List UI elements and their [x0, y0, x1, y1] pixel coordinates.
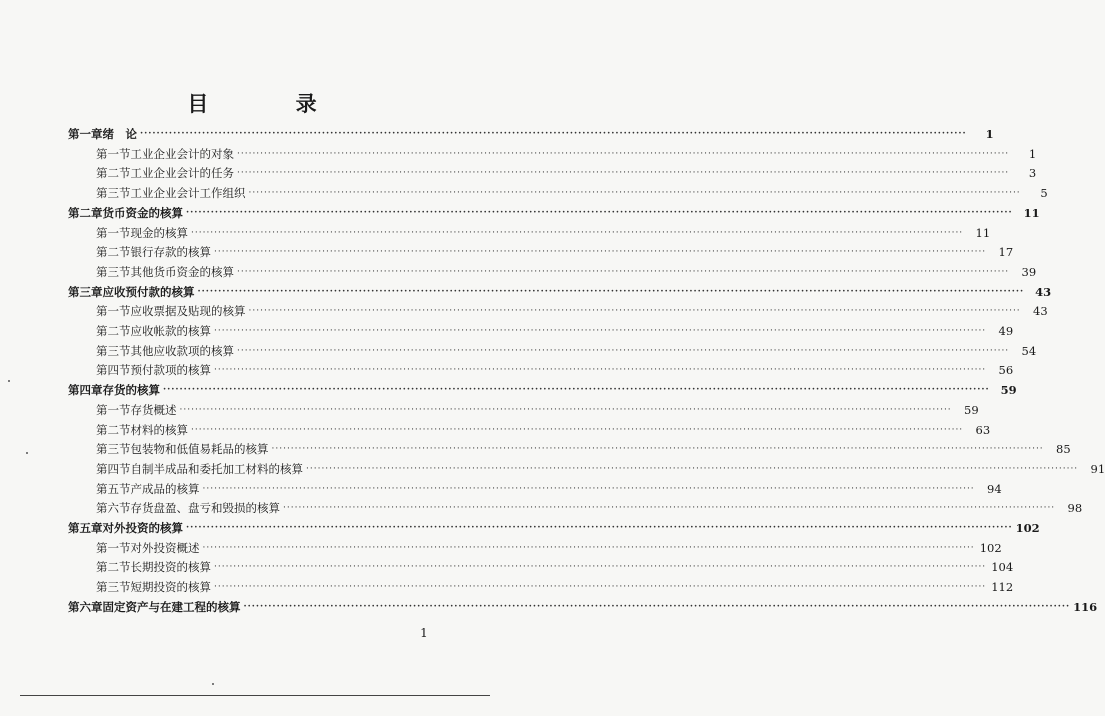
- toc-entry-number: 第三节: [96, 442, 131, 457]
- toc-section-row: [96, 242, 1014, 262]
- leader-dots: ········································································································································································································: [202, 483, 975, 494]
- toc-entry-title: 存货的核算: [102, 383, 160, 398]
- toc-entry-page: 11: [975, 225, 991, 240]
- toc-entry-number: 第二节: [96, 324, 131, 338]
- toc-entry-page: 43: [1035, 284, 1052, 299]
- toc-entry-number: 第六章: [68, 599, 103, 614]
- toc-entry-title: 应收预付款的核算: [102, 284, 195, 299]
- leader-dots: ········································································································································································································: [191, 227, 964, 238]
- scan-speck: [26, 452, 28, 454]
- toc-entry-number: 第三节: [96, 186, 131, 201]
- toc-entry-number: 第一节: [96, 304, 131, 319]
- leader-dots: ········································································································································································································: [243, 601, 1071, 612]
- toc-section-row: [96, 223, 991, 243]
- toc-entry-page: 112: [991, 580, 1014, 595]
- toc-entry-title: 工业企业会计工作组织: [130, 186, 246, 201]
- toc-section-row: [96, 439, 1071, 459]
- toc-entry-title: 包装物和低值易耗品的核算: [130, 442, 269, 457]
- toc-entry-title: 工业企业会计的任务: [130, 166, 234, 181]
- toc-entry-number: 第二节: [96, 245, 131, 260]
- toc-section-row: [96, 459, 1105, 479]
- leader-dots: ········································································································································································································: [214, 247, 987, 258]
- toc-section-row: [96, 360, 1014, 380]
- toc-entry-page: 98: [1067, 501, 1083, 516]
- toc-entry-number: 第三节: [96, 580, 131, 595]
- toc-chapter-row: [68, 380, 1017, 400]
- toc-entry-number: 第一节: [96, 146, 131, 161]
- toc-entry-page: 102: [1015, 521, 1040, 535]
- page-number: 1: [420, 626, 428, 640]
- toc-entry-page: 59: [1000, 383, 1017, 398]
- toc-section-row: [96, 400, 979, 420]
- page-title: 目 录: [187, 91, 357, 116]
- toc-section-row: [96, 479, 1002, 499]
- toc-entry-page: 39: [1021, 264, 1037, 279]
- toc-entry-number: 第一章: [68, 127, 103, 141]
- toc-section-row: [96, 262, 1037, 282]
- toc-entry-page: 43: [1033, 304, 1048, 319]
- toc-entry-number: 第五节: [96, 481, 131, 496]
- toc-section-row: [96, 538, 1002, 558]
- toc-entry-page: 5: [1040, 186, 1048, 201]
- toc-entry-page: 54: [1021, 343, 1037, 358]
- toc-entry-number: 第一节: [96, 402, 131, 417]
- leader-dots: ········································································································································································································: [186, 523, 1013, 533]
- toc-entry-title: 对外投资概述: [130, 540, 200, 555]
- scan-speck: [212, 683, 214, 685]
- toc-entry-number: 第四节: [96, 363, 131, 378]
- leader-dots: ········································································································································································································: [283, 503, 1056, 514]
- leader-dots: ········································································································································································································: [237, 168, 1010, 179]
- toc-section-row: [96, 144, 1037, 164]
- toc-entry-number: 第三节: [96, 343, 131, 358]
- toc-entry-page: 17: [998, 245, 1014, 260]
- toc-entry-title: 产成品的核算: [130, 481, 200, 496]
- toc-entry-title: 自制半成品和委托加工材料的核算: [130, 461, 303, 476]
- leader-dots: ········································································································································································································: [214, 365, 987, 376]
- toc-entry-number: 第一节: [96, 225, 131, 240]
- leader-dots: ········································································································································································································: [306, 463, 1079, 474]
- toc-section-row: [96, 163, 1037, 183]
- toc-entry-title: 应收帐款的核算: [130, 324, 211, 338]
- leader-dots: ········································································································································································································: [214, 562, 987, 573]
- toc-entry-number: 第三章: [68, 284, 103, 299]
- toc-entry-title: 短期投资的核算: [130, 580, 211, 595]
- leader-dots: ········································································································································································································: [237, 148, 1010, 159]
- toc-chapter-row: [68, 597, 1098, 617]
- toc-chapter-row: [68, 203, 1040, 223]
- leader-dots: ········································································································································································································: [248, 306, 1021, 317]
- toc-entry-page: 91: [1090, 461, 1105, 476]
- toc-entry-number: 第二节: [96, 422, 131, 437]
- toc-entry-number: 第二章: [68, 205, 103, 220]
- toc-entry-page: 85: [1056, 442, 1071, 457]
- toc-entry-number: 第二节: [96, 166, 131, 181]
- toc-entry-page: 59: [964, 402, 979, 417]
- toc-entry-title: 其他应收款项的核算: [130, 343, 234, 358]
- toc-entry-title: 其他货币资金的核算: [130, 264, 234, 279]
- toc-entry-title: 固定资产与在建工程的核算: [102, 599, 241, 614]
- toc-entry-title: 绪 论: [102, 127, 137, 141]
- leader-dots: ········································································································································································································: [248, 188, 1021, 199]
- toc-entry-page: 1: [985, 127, 994, 141]
- bottom-rule: [20, 695, 490, 696]
- leader-dots: ········································································································································································································: [214, 326, 987, 336]
- toc-entry-page: 49: [998, 324, 1014, 338]
- toc-entry-number: 第五章: [68, 521, 103, 535]
- toc-entry-number: 第四章: [68, 383, 103, 398]
- toc-section-row: [96, 498, 1083, 518]
- leader-dots: ········································································································································································································: [191, 424, 964, 435]
- toc-entry-title: 存货概述: [130, 402, 177, 417]
- toc-entry-title: 银行存款的核算: [130, 245, 211, 260]
- toc-entry-number: 第二节: [96, 560, 131, 575]
- scan-speck: [8, 380, 10, 382]
- toc-section-row: [96, 577, 1014, 597]
- toc-entry-page: 56: [998, 363, 1014, 378]
- toc-entry-page: 11: [1023, 205, 1040, 220]
- toc-entry-number: 第六节: [96, 501, 131, 516]
- toc-section-row: [96, 420, 991, 440]
- toc-entry-title: 货币资金的核算: [102, 205, 183, 220]
- toc-entry-title: 工业企业会计的对象: [130, 146, 234, 161]
- toc-entry-title: 应收票据及贴现的核算: [130, 304, 246, 319]
- leader-dots: ········································································································································································································: [140, 129, 967, 139]
- toc-entry-page: 1: [1028, 146, 1037, 161]
- leader-dots: ········································································································································································································: [197, 286, 1025, 297]
- toc-section-row: [96, 557, 1014, 577]
- leader-dots: ········································································································································································································: [237, 345, 1010, 356]
- toc-entry-page: 94: [987, 481, 1002, 496]
- toc-entry-number: 第四节: [96, 461, 131, 476]
- leader-dots: ········································································································································································································: [179, 404, 952, 415]
- toc-entry-page: 102: [979, 540, 1002, 555]
- toc-entry-page: 3: [1028, 166, 1037, 181]
- toc-section-row: [96, 321, 1014, 341]
- toc-section-row: [96, 183, 1048, 203]
- toc-entry-title: 预付款项的核算: [130, 363, 211, 378]
- leader-dots: ········································································································································································································: [163, 385, 990, 396]
- leader-dots: ········································································································································································································: [186, 207, 1013, 218]
- toc-entry-title: 对外投资的核算: [102, 521, 183, 535]
- leader-dots: ········································································································································································································: [271, 444, 1044, 455]
- toc-entry-number: 第三节: [96, 264, 131, 279]
- toc-entry-page: 104: [991, 560, 1014, 575]
- toc-section-row: [96, 301, 1048, 321]
- toc-chapter-row: [68, 518, 1040, 538]
- toc-entry-number: 第一节: [96, 540, 131, 555]
- toc-section-row: [96, 341, 1037, 361]
- toc-entry-page: 63: [975, 422, 991, 437]
- toc-entry-title: 长期投资的核算: [130, 560, 211, 575]
- toc-entry-title: 存货盘盈、盘亏和毁损的核算: [130, 501, 280, 516]
- leader-dots: ········································································································································································································: [202, 542, 975, 553]
- toc-entry-page: 116: [1073, 599, 1098, 614]
- toc-entry-title: 材料的核算: [130, 422, 188, 437]
- leader-dots: ········································································································································································································: [214, 582, 987, 593]
- toc-chapter-row: [68, 282, 1052, 302]
- toc-chapter-row: [68, 124, 994, 144]
- leader-dots: ········································································································································································································: [237, 266, 1010, 277]
- toc-entry-title: 现金的核算: [130, 225, 188, 240]
